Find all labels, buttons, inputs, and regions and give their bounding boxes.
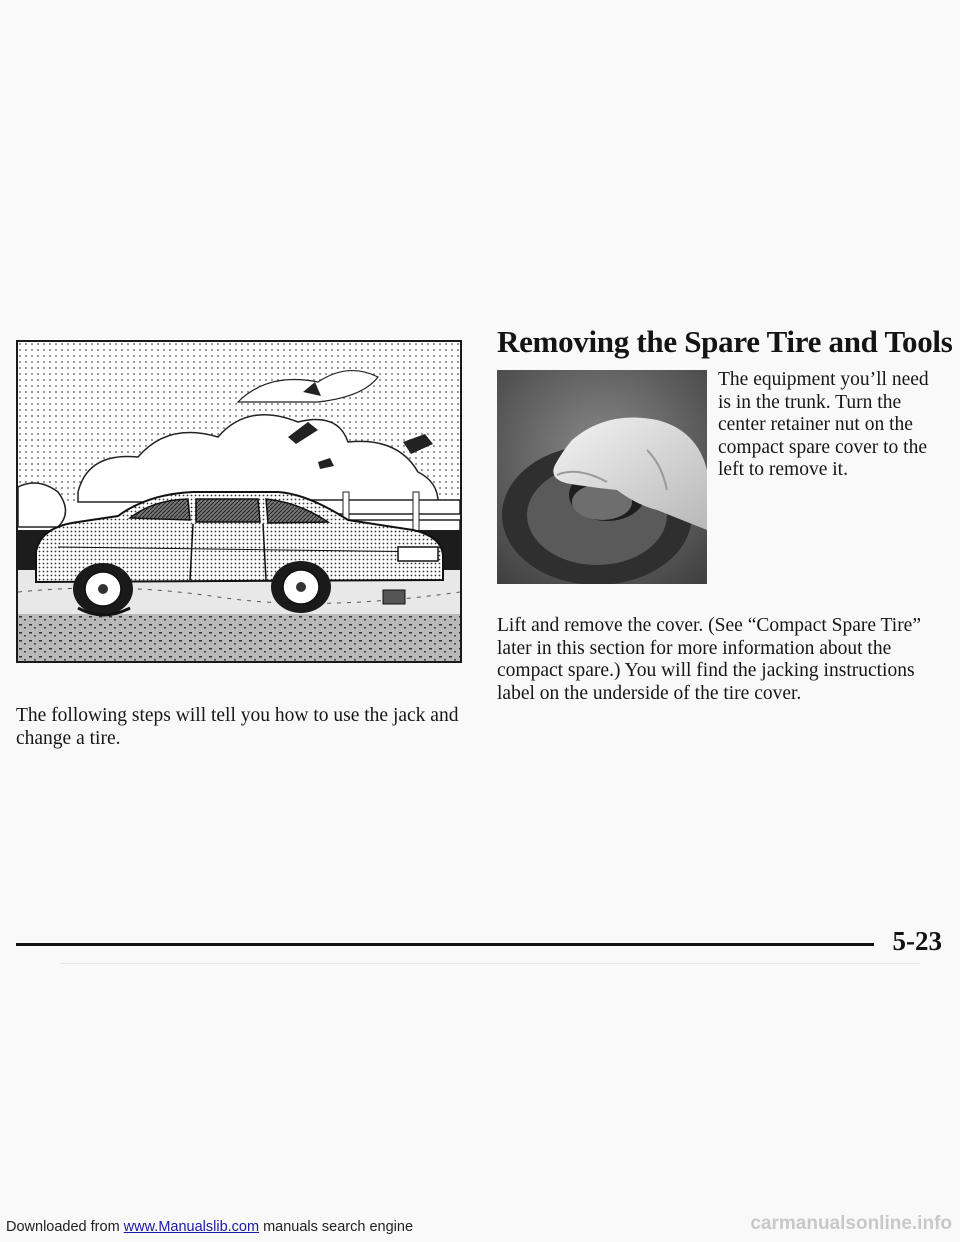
page-number: 5-23	[892, 926, 942, 956]
section-heading: Removing the Spare Tire and Tools	[497, 324, 953, 359]
footer-faint-rule	[60, 963, 920, 964]
flat-tire-car-illustration	[16, 340, 462, 663]
manualslib-link[interactable]: www.Manualslib.com	[123, 1219, 260, 1235]
equipment-paragraph: The equipment you’ll need is in the trunk. Turn the center retainer nut on the compact spare cover to the left to remove it.	[718, 369, 929, 480]
steps-intro-paragraph: The following steps will tell you how to use the jack and change a tire.	[16, 705, 459, 749]
spare-tire-cover-photo	[497, 370, 707, 584]
banner-prefix: Downloaded from	[6, 1219, 124, 1235]
banner-suffix: manuals search engine	[259, 1219, 414, 1235]
lift-cover-paragraph: Lift and remove the cover. (See “Compact Spare Tire” later in this section for more information about the compact spare.) You will find the jacking instructions label on the underside of the tire cover.	[497, 615, 921, 704]
footer-rule	[16, 943, 874, 946]
download-banner	[6, 1219, 413, 1235]
watermark: carmanualsonline.info	[750, 1213, 952, 1234]
